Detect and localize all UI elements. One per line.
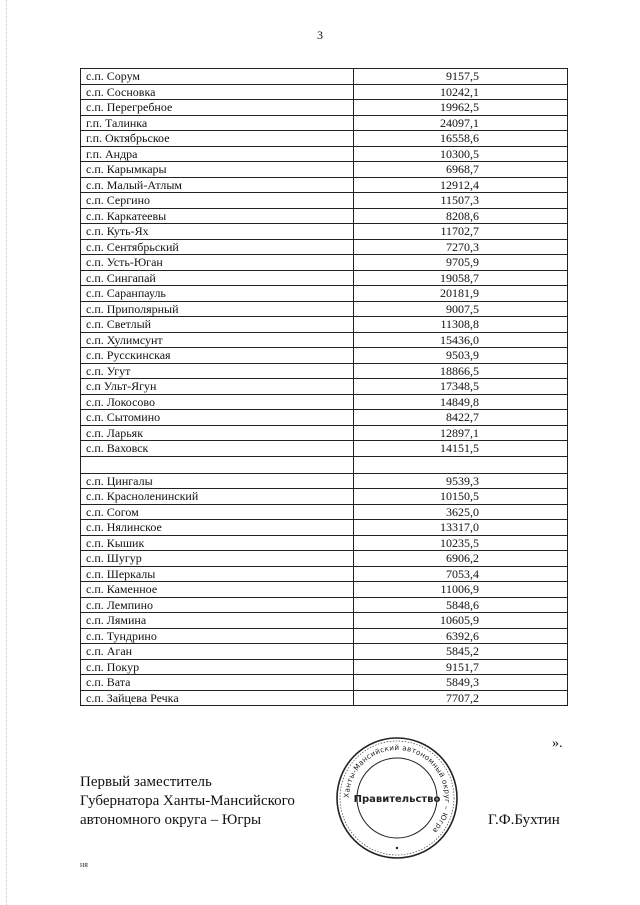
- table-row: [81, 208, 568, 224]
- settlement-name-cell: с.п. Приполярный: [81, 301, 354, 317]
- table-row: [81, 270, 568, 286]
- table-row: [81, 100, 568, 116]
- settlement-name-cell: с.п. Угут: [81, 363, 354, 379]
- settlement-name-cell: с.п. Сорум: [81, 69, 354, 85]
- settlement-name-cell: с.п. Куть-Ях: [81, 224, 354, 240]
- amount-cell: 12897,1: [354, 425, 568, 441]
- table-row: [81, 301, 568, 317]
- seal-ring-text: Ханты-Мансийский автономный округ – Югра: [341, 742, 453, 836]
- table-row: [81, 410, 568, 426]
- table-row: [81, 659, 568, 675]
- table-row: [81, 566, 568, 582]
- settlement-name-cell: с.п. Малый-Атлым: [81, 177, 354, 193]
- signature-line-3: автономного округа – Югры: [80, 812, 262, 828]
- official-seal: [335, 736, 459, 860]
- settlement-name-cell: с.п. Сентябрьский: [81, 239, 354, 255]
- amount-cell: 6392,6: [354, 628, 568, 644]
- signature-title: [80, 773, 295, 830]
- table-row: [81, 255, 568, 271]
- amount-cell: 12912,4: [354, 177, 568, 193]
- amount-cell: 9539,3: [354, 473, 568, 489]
- settlement-name-cell: с.п. Сытомино: [81, 410, 354, 426]
- settlement-name-cell: с.п. Лемпино: [81, 597, 354, 613]
- amount-cell: 5845,2: [354, 644, 568, 660]
- table-body: [81, 69, 568, 706]
- table-row: [81, 473, 568, 489]
- footer-mark: ня: [80, 860, 88, 869]
- amount-cell: 13317,0: [354, 520, 568, 536]
- settlement-name-cell: с.п Ульт-Ягун: [81, 379, 354, 395]
- settlement-name-cell: с.п. Усть-Юган: [81, 255, 354, 271]
- settlement-name-cell: с.п. Сосновка: [81, 84, 354, 100]
- amount-cell: 9151,7: [354, 659, 568, 675]
- amount-cell: 8422,7: [354, 410, 568, 426]
- settlement-name-cell: с.п. Шеркалы: [81, 566, 354, 582]
- settlement-name-cell: с.п. Сингапай: [81, 270, 354, 286]
- table-row: [81, 441, 568, 457]
- table-row: [81, 597, 568, 613]
- amount-cell: 17348,5: [354, 379, 568, 395]
- amount-cell: 6906,2: [354, 551, 568, 567]
- amount-cell: 16558,6: [354, 131, 568, 147]
- table-row: [81, 332, 568, 348]
- amount-cell: 10150,5: [354, 489, 568, 505]
- table-row: [81, 504, 568, 520]
- amount-cell: 14849,8: [354, 394, 568, 410]
- amount-cell: 6968,7: [354, 162, 568, 178]
- amount-cell: 15436,0: [354, 332, 568, 348]
- settlement-name-cell: с.п. Тундрино: [81, 628, 354, 644]
- settlement-name-cell: с.п. Ваховск: [81, 441, 354, 457]
- signature-line-1: Первый заместитель: [80, 774, 212, 790]
- settlement-name-cell: с.п. Покур: [81, 659, 354, 675]
- table-row: [81, 224, 568, 240]
- amount-cell: 11308,8: [354, 317, 568, 333]
- allocation-table-container: [80, 68, 568, 706]
- settlement-name-cell: г.п. Октябрьское: [81, 131, 354, 147]
- table-row: [81, 628, 568, 644]
- table-row: [81, 239, 568, 255]
- table-row: [81, 348, 568, 364]
- closing-quote: ».: [552, 736, 563, 751]
- settlement-name-cell: с.п. Согом: [81, 504, 354, 520]
- settlement-name-cell: [81, 456, 354, 473]
- amount-cell: 11006,9: [354, 582, 568, 598]
- settlement-name-cell: г.п. Андра: [81, 146, 354, 162]
- amount-cell: 11702,7: [354, 224, 568, 240]
- amount-cell: 19058,7: [354, 270, 568, 286]
- table-row: [81, 425, 568, 441]
- amount-cell: 5849,3: [354, 675, 568, 691]
- table-row: [81, 363, 568, 379]
- amount-cell: 7707,2: [354, 690, 568, 706]
- table-row: [81, 394, 568, 410]
- table-row: [81, 379, 568, 395]
- table-row: [81, 456, 568, 473]
- amount-cell: 10300,5: [354, 146, 568, 162]
- amount-cell: 9705,9: [354, 255, 568, 271]
- settlement-name-cell: с.п. Зайцева Речка: [81, 690, 354, 706]
- table-row: [81, 644, 568, 660]
- table-row: [81, 84, 568, 100]
- amount-cell: 20181,9: [354, 286, 568, 302]
- settlement-name-cell: с.п. Карымкары: [81, 162, 354, 178]
- amount-cell: 9007,5: [354, 301, 568, 317]
- amount-cell: 9503,9: [354, 348, 568, 364]
- settlement-name-cell: с.п. Каменное: [81, 582, 354, 598]
- settlement-name-cell: с.п. Саранпауль: [81, 286, 354, 302]
- amount-cell: 8208,6: [354, 208, 568, 224]
- amount-cell: [354, 456, 568, 473]
- table-row: [81, 613, 568, 629]
- signer-name: Г.Ф.Бухтин: [488, 812, 560, 828]
- settlement-name-cell: с.п. Кышик: [81, 535, 354, 551]
- amount-cell: 18866,5: [354, 363, 568, 379]
- settlement-name-cell: с.п. Вата: [81, 675, 354, 691]
- amount-cell: 10242,1: [354, 84, 568, 100]
- settlement-name-cell: с.п. Цингалы: [81, 473, 354, 489]
- settlement-name-cell: с.п. Локосово: [81, 394, 354, 410]
- seal-center-text: Правительство: [353, 794, 441, 805]
- settlement-name-cell: с.п. Ларьяк: [81, 425, 354, 441]
- amount-cell: 9157,5: [354, 69, 568, 85]
- settlement-name-cell: с.п. Перегребное: [81, 100, 354, 116]
- amount-cell: 19962,5: [354, 100, 568, 116]
- settlement-name-cell: с.п. Сергино: [81, 193, 354, 209]
- page-edge: [6, 0, 8, 905]
- table-row: [81, 690, 568, 706]
- table-row: [81, 69, 568, 85]
- settlement-name-cell: с.п. Лямина: [81, 613, 354, 629]
- amount-cell: 7270,3: [354, 239, 568, 255]
- settlement-name-cell: с.п. Красноленинский: [81, 489, 354, 505]
- table-row: [81, 551, 568, 567]
- settlement-name-cell: с.п. Шугур: [81, 551, 354, 567]
- amount-cell: 10235,5: [354, 535, 568, 551]
- table-row: [81, 131, 568, 147]
- settlement-name-cell: с.п. Хулимсунт: [81, 332, 354, 348]
- amount-cell: 5848,6: [354, 597, 568, 613]
- table-row: [81, 535, 568, 551]
- settlement-name-cell: г.п. Талинка: [81, 115, 354, 131]
- amount-cell: 3625,0: [354, 504, 568, 520]
- table-row: [81, 317, 568, 333]
- amount-cell: 10605,9: [354, 613, 568, 629]
- amount-cell: 11507,3: [354, 193, 568, 209]
- table-row: [81, 489, 568, 505]
- table-row: [81, 582, 568, 598]
- table-row: [81, 286, 568, 302]
- table-row: [81, 146, 568, 162]
- allocation-table: [80, 68, 568, 706]
- settlement-name-cell: с.п. Аган: [81, 644, 354, 660]
- table-row: [81, 162, 568, 178]
- settlement-name-cell: с.п. Нялинское: [81, 520, 354, 536]
- settlement-name-cell: с.п. Каркатеевы: [81, 208, 354, 224]
- settlement-name-cell: с.п. Светлый: [81, 317, 354, 333]
- amount-cell: 24097,1: [354, 115, 568, 131]
- table-row: [81, 193, 568, 209]
- amount-cell: 7053,4: [354, 566, 568, 582]
- table-row: [81, 177, 568, 193]
- signature-line-2: Губернатора Ханты-Мансийского: [80, 793, 295, 809]
- table-row: [81, 520, 568, 536]
- table-row: [81, 675, 568, 691]
- settlement-name-cell: с.п. Русскинская: [81, 348, 354, 364]
- table-row: [81, 115, 568, 131]
- page-number: 3: [317, 28, 323, 42]
- amount-cell: 14151,5: [354, 441, 568, 457]
